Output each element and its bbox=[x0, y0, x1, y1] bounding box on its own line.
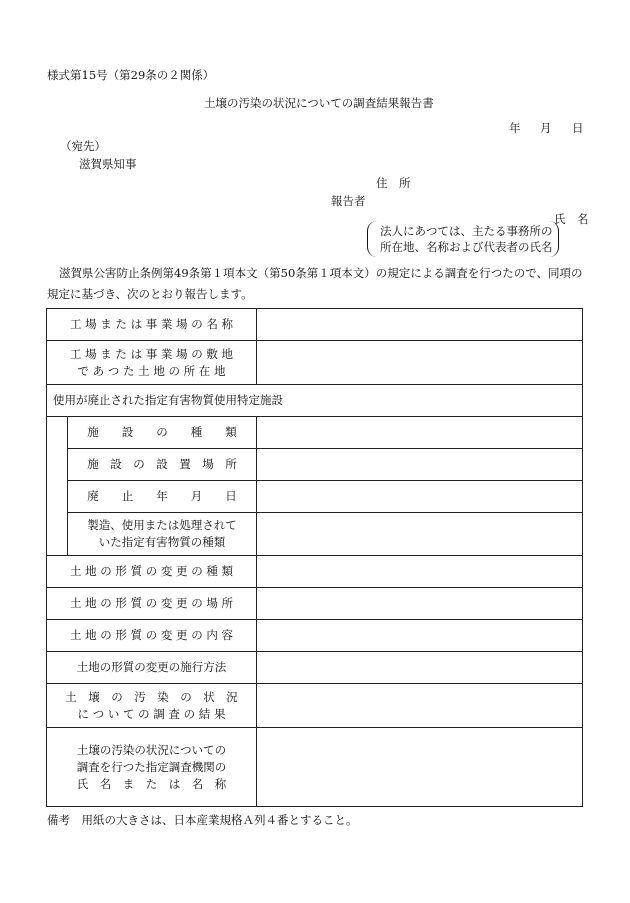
label-change-type: 土 地 の 形 質 の 変 更 の 種 類 bbox=[47, 556, 257, 588]
value-factory-site[interactable] bbox=[257, 341, 583, 385]
facility-indent-cell bbox=[47, 417, 68, 556]
date-year: 年 bbox=[509, 121, 521, 135]
label-survey-result bbox=[47, 684, 257, 728]
label-facility-location: 施 設 の 設 置 場 所 bbox=[68, 449, 257, 481]
value-change-method[interactable] bbox=[257, 652, 583, 684]
page-title: 土壌の汚染の状況についての調査結果報告書 bbox=[204, 96, 434, 110]
label-substance bbox=[68, 513, 257, 556]
report-table bbox=[46, 308, 583, 807]
address-label: 住 所 bbox=[376, 176, 411, 190]
value-substance[interactable] bbox=[257, 513, 583, 556]
value-facility-type[interactable] bbox=[257, 417, 583, 449]
label-survey-agency bbox=[47, 728, 257, 807]
label-substance-line-1: 製造、使用または処理されて bbox=[87, 518, 237, 532]
value-change-content[interactable] bbox=[257, 620, 583, 652]
label-survey-result-line-2: に つ い て の 調 査 の 結 果 bbox=[77, 706, 226, 721]
value-change-place[interactable] bbox=[257, 588, 583, 620]
corporate-note-line-1: 法人にあつては、主たる事務所の bbox=[380, 224, 553, 238]
date-day: 日 bbox=[572, 121, 584, 135]
value-abolition-date[interactable] bbox=[257, 481, 583, 513]
addressee: 滋賀県知事 bbox=[79, 157, 137, 171]
label-facility-type: 施 設 の 種 類 bbox=[68, 417, 257, 449]
name-label: 氏 名 bbox=[554, 212, 589, 226]
intro-paragraph: 滋賀県公害防止条例第49条第１項本文（第50条第１項本文）の規定による調査を行つたので、同項の規定に基づき、次のとおり報告します。 bbox=[47, 266, 583, 301]
label-change-content: 土 地 の 形 質 の 変 更 の 内 容 bbox=[47, 620, 257, 652]
label-facility-section: 使用が廃止された指定有害物質使用特定施設 bbox=[47, 385, 583, 417]
value-factory-name[interactable] bbox=[257, 309, 583, 341]
value-survey-result[interactable] bbox=[257, 684, 583, 728]
label-change-place: 土 地 の 形 質 の 変 更 の 場 所 bbox=[47, 588, 257, 620]
label-survey-agency-line-3: 氏 名 ま た は 名 称 bbox=[76, 776, 227, 791]
value-change-type[interactable] bbox=[257, 556, 583, 588]
value-survey-agency[interactable] bbox=[257, 728, 583, 807]
label-substance-line-2: いた指定有害物質の種類 bbox=[98, 535, 226, 549]
label-survey-agency-line-2: 調査を行つた指定調査機関の bbox=[76, 759, 227, 774]
form-number: 様式第15号（第29条の２関係） bbox=[47, 68, 215, 82]
reporter-label: 報告者 bbox=[331, 194, 366, 208]
label-factory-name: 工 場 ま た は 事 業 場 の 名 称 bbox=[47, 309, 257, 341]
date-month: 月 bbox=[540, 121, 552, 135]
value-facility-location[interactable] bbox=[257, 449, 583, 481]
label-abolition-date: 廃 止 年 月 日 bbox=[68, 481, 257, 513]
label-factory-site bbox=[47, 341, 257, 385]
label-factory-site-line-2: で あ つ た 土 地 の 所 在 地 bbox=[77, 363, 226, 378]
addressee-prefix: （宛先） bbox=[60, 139, 106, 153]
footnote: 備考 用紙の大きさは、日本産業規格Ａ列４番とすること。 bbox=[47, 813, 358, 827]
label-survey-result-line-1: 土 壌 の 汚 染 の 状 況 bbox=[65, 689, 238, 704]
corporate-note-line-2: 所在地、名称および代表者の氏名 bbox=[380, 240, 553, 254]
label-factory-site-line-1: 工 場 ま た は 事 業 場 の 敷 地 bbox=[69, 346, 234, 361]
label-survey-agency-line-1: 土壌の汚染の状況についての bbox=[76, 742, 227, 757]
label-change-method: 土地の形質の変更の施行方法 bbox=[47, 652, 257, 684]
